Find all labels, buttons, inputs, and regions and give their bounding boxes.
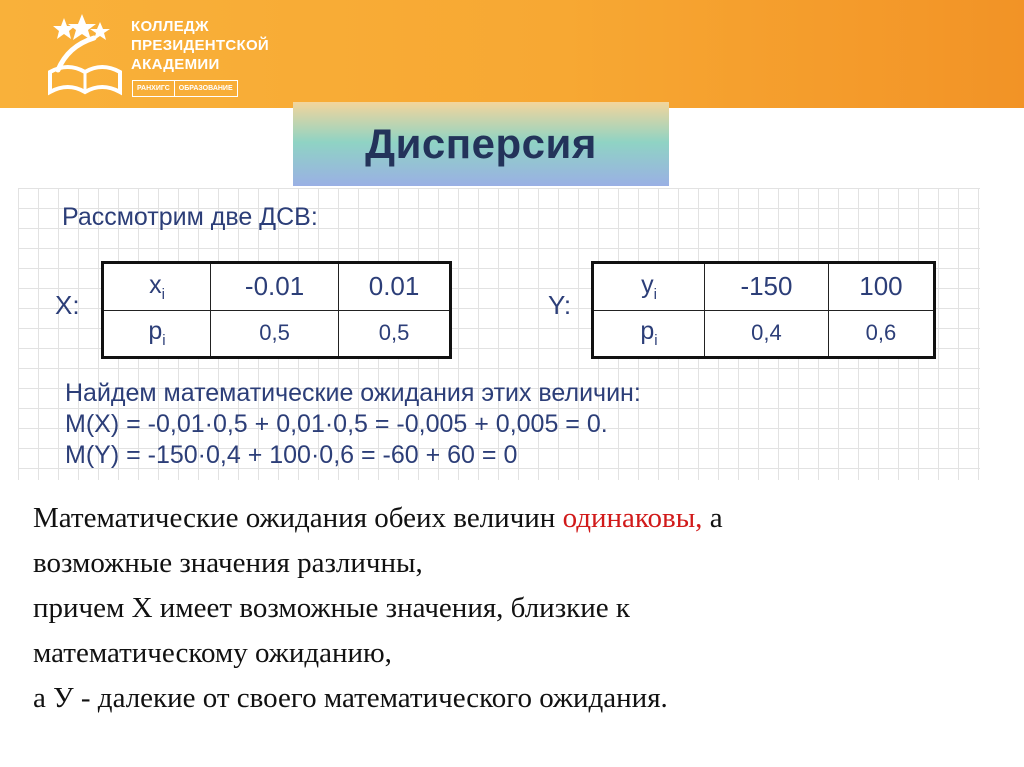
organization-tag <box>132 80 238 97</box>
conclusion-line-5: а У - далекие от своего математического ожидания. <box>33 682 668 714</box>
table-x-header-x: $x_i$ <box>103 263 211 311</box>
college-name <box>131 17 269 74</box>
college-name-line-1: КОЛЛЕДЖ <box>131 18 209 35</box>
conclusion-text <box>33 496 1003 721</box>
table-y-header-y: $y_i$ <box>593 263 705 311</box>
college-name-line-3: АКАДЕМИИ <box>131 56 220 73</box>
distribution-table-y <box>591 261 936 359</box>
table-y-prob-2: 0,6 <box>828 310 934 358</box>
college-logo-icon <box>44 12 126 96</box>
distribution-table-x <box>101 261 452 359</box>
intro-text: Рассмотрим две ДСВ: <box>62 203 318 231</box>
table-x-row-values <box>103 263 451 311</box>
table-x-value-1: -0.01 <box>211 263 339 311</box>
college-name-line-2: ПРЕЗИДЕНТСКОЙ <box>131 37 269 54</box>
conclusion-line-3: причем X имеет возможные значения, близкие к <box>33 592 630 624</box>
conclusion-line-1 <box>33 496 1003 541</box>
table-y-prob-1: 0,4 <box>705 310 829 358</box>
table-x-row-probabilities <box>103 310 451 358</box>
variable-y-label: Y: <box>548 290 572 320</box>
tag-ranepa: РАНХИГС <box>133 81 175 96</box>
calc-my: M(Y) = -150·0,4 + 100·0,6 = -60 + 60 = 0 <box>65 441 518 469</box>
table-x-prob-1: 0,5 <box>211 310 339 358</box>
calc-mx: M(X) = -0,01·0,5 + 0,01·0,5 = -0,005 + 0,005 = 0. <box>65 410 608 438</box>
slide-title: Дисперсия <box>365 120 597 167</box>
table-y-value-2: 100 <box>828 263 934 311</box>
calc-heading: Найдем математические ожидания этих величин: <box>65 379 641 407</box>
conclusion-line-4: математическому ожиданию, <box>33 637 392 669</box>
table-x-value-2: 0.01 <box>339 263 451 311</box>
variable-x-label: X: <box>55 290 80 320</box>
table-x-prob-2: 0,5 <box>339 310 451 358</box>
table-y-value-1: -150 <box>705 263 829 311</box>
table-x-header-p: $p_i$ <box>103 310 211 358</box>
slide-title-box <box>293 102 669 186</box>
header-bar <box>0 0 1024 108</box>
conclusion-line-2: возможные значения различны, <box>33 547 423 579</box>
table-y-row-probabilities <box>593 310 935 358</box>
tag-education: ОБРАЗОВАНИЕ <box>178 85 233 92</box>
conclusion-highlight: одинаковы, <box>562 502 703 534</box>
expectation-calculation <box>65 378 641 471</box>
conclusion-part-2: а <box>702 502 723 534</box>
table-y-row-values <box>593 263 935 311</box>
conclusion-part-1: Математические ожидания обеих величин <box>33 502 563 534</box>
table-y-header-p: $p_i$ <box>593 310 705 358</box>
